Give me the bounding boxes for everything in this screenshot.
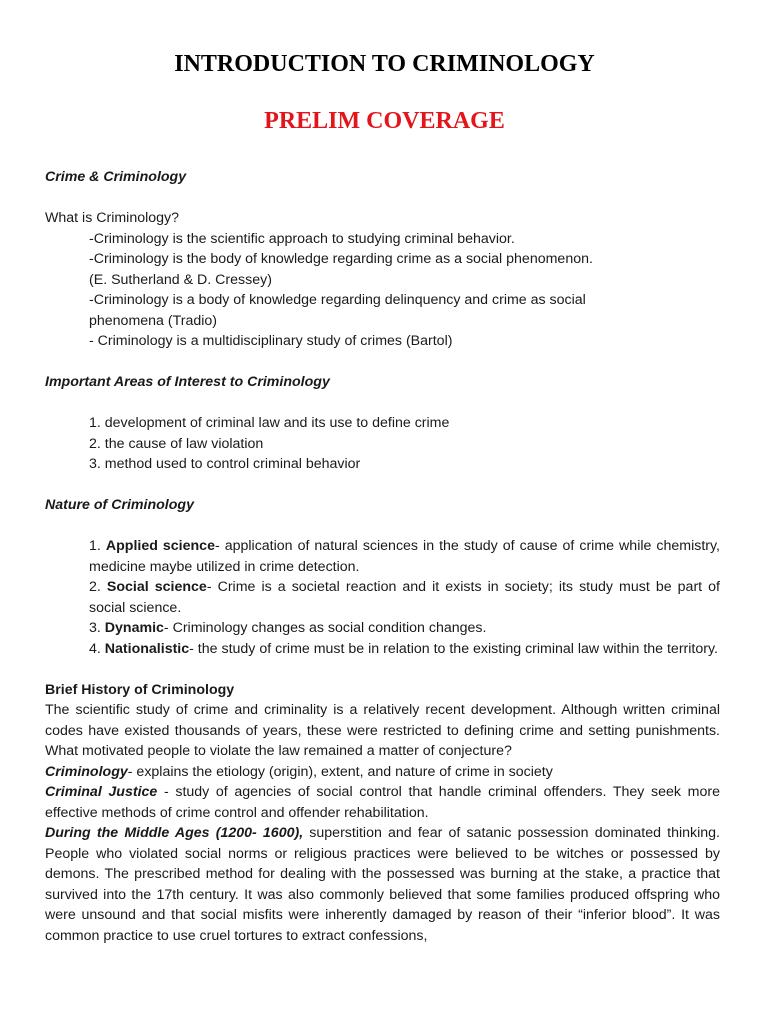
criminology-definition [45,762,720,783]
item-term: Social science [106,579,207,595]
list-item [45,618,720,639]
term-middle-ages: During the Middle Ages (1200- 1600), [45,825,304,841]
item-description: - application of natural sciences in the study of cause of crime while chemistry, medicine maybe utilized in crime detection. [89,538,720,575]
item-description: - the study of crime must be in relation to the existing criminal law within the territory. [189,640,718,657]
section-heading-nature: Nature of Criminology [45,497,194,513]
list-item: 3. method used to control criminal behavior [89,456,361,472]
definition-line: phenomena (Tradio) [89,312,218,329]
definition-line: - Criminology is a multidisciplinary study of crimes (Bartol) [89,333,453,349]
section-heading-crime-criminology: Crime & Criminology [45,169,187,185]
criminal-justice-desc: - study of agencies of social control that handle criminal offenders. They seek more effective methods of crime control and offender rehabilitation. [45,784,720,821]
item-number: 4. [89,640,105,657]
term-criminal-justice: Criminal Justice [45,784,158,800]
question-text: What is Criminology? [45,210,180,226]
list-item: 1. development of criminal law and its use to define crime [89,415,450,431]
list-item [45,577,720,618]
item-term: Dynamic [104,620,164,636]
list-item [45,536,720,577]
page-title: INTRODUCTION TO CRIMINOLOGY [174,51,595,77]
definition-line: -Criminology is the body of knowledge regarding crime as a social phenomenon. [89,251,593,267]
item-number: 3. [89,620,105,636]
term-criminology: Criminology [45,763,128,780]
history-intro: The scientific study of crime and criminality is a relatively recent development. Although written criminal codes have existed thousands of years, these were restricted to defining crime and setting punishments. What motivated people to violate the law remained a matter of conjecture? [45,702,720,759]
section-heading-areas-of-interest: Important Areas of Interest to Criminology [45,374,330,390]
history-heading-text: Brief History of Criminology [45,681,235,698]
definition-line: -Criminology is a body of knowledge regarding delinquency and crime as social [89,292,586,308]
criminal-justice-definition [45,782,720,823]
item-description: - Criminology changes as social condition changes. [163,620,487,636]
section-heading-history [45,680,720,701]
item-term: Nationalistic [104,640,190,657]
item-number: 2. [89,579,107,595]
definition-line: -Criminology is the scientific approach to studying criminal behavior. [89,230,515,247]
page-subtitle: PRELIM COVERAGE [264,108,505,134]
list-item [45,639,720,660]
list-item: 2. the cause of law violation [89,435,264,452]
item-number: 1. [89,538,106,554]
criminology-desc: - explains the etiology (origin), extent, and nature of crime in society [127,763,553,780]
middle-ages-desc: superstition and fear of satanic possession dominated thinking. People who violated social norms or religious practices were believed to be witches or possessed by demons. The prescribed method for dealing with the possessed was burning at the stake, a practice that survived into the 17th century. It was also commonly believed that some families produced offspring who were unsound and that social misfits were inherently damaged by reason of their “inferior blood”. It was common practice to use cruel tortures to extract confessions, [45,825,720,944]
definition-line: (E. Sutherland & D. Cressey) [89,271,272,288]
item-description: - Crime is a societal reaction and it exists in society; its study must be part of social science. [89,579,721,616]
item-term: Applied science [105,538,215,554]
middle-ages-paragraph [45,823,720,946]
